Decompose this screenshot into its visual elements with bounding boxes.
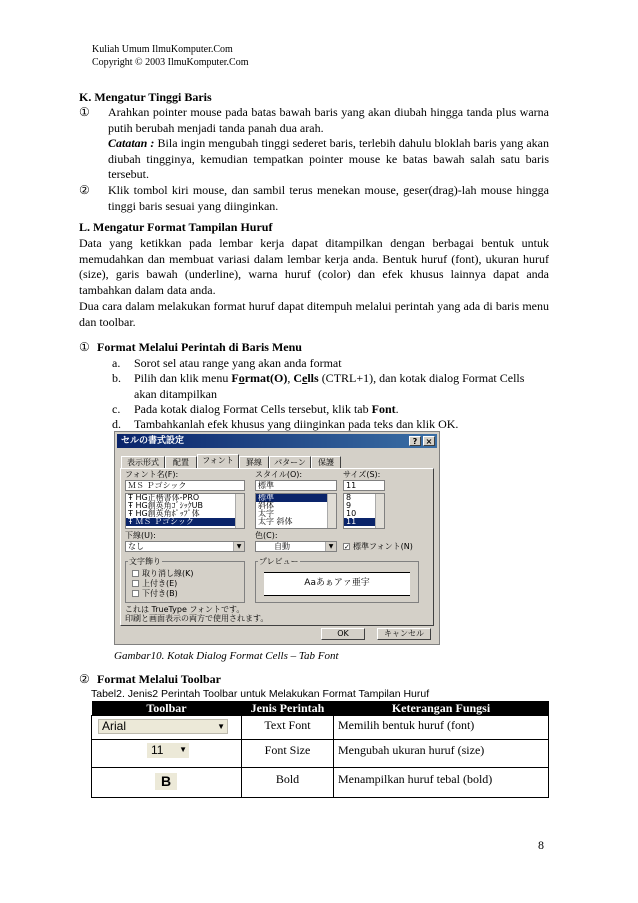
tab-alignment[interactable]: 配置 <box>165 456 197 468</box>
step-marker-1: ① <box>79 105 90 119</box>
step-d-marker: d. <box>112 417 121 431</box>
font-size-combobox[interactable] <box>147 743 189 758</box>
keterangan-cell: Memilih bentuk huruf (font) <box>334 716 549 740</box>
section-l-title: L. Mengatur Format Tampilan Huruf <box>79 220 273 234</box>
section-k-note <box>108 136 549 183</box>
dialog-title: セルの書式設定 <box>121 436 185 446</box>
superscript-checkbox[interactable] <box>132 580 139 587</box>
keterangan-cell: Mengubah ukuran huruf (size) <box>334 740 549 768</box>
section-k-item-2: Klik tombol kiri mouse, dan sambil terus menekan mouse, geser(drag)-lah mouse hingga tinggi baris sesuai yang diinginkan. <box>108 183 549 213</box>
truetype-icon: Ŧ <box>128 517 133 526</box>
bold-button[interactable]: B <box>155 773 177 790</box>
font-name-label: フォント名(F): <box>125 470 179 479</box>
subscript-checkbox[interactable] <box>132 590 139 597</box>
page-number: 8 <box>538 838 544 852</box>
chevron-down-icon[interactable]: ▼ <box>179 745 187 754</box>
note-text: Bila ingin mengubah tinggi sederet baris, terlebih dahulu bloklah baris yang akan diubah tingginya, kemudian tempatkan pointer mouse ke batas bawah salah satu baris tersebut. <box>108 136 550 182</box>
sub2-marker: ② <box>79 672 90 686</box>
tab-protection[interactable]: 保護 <box>311 456 341 468</box>
step-d-text: Tambahkanlah efek khusus yang diinginkan pada teks dan klik OK. <box>134 417 459 431</box>
font-list-item[interactable]: Ŧ HG創英角ｺﾞｼｯｸUB <box>128 501 203 510</box>
step-marker-2: ② <box>79 183 90 197</box>
header-line-1: Kuliah Umum IlmuKomputer.Com <box>92 44 233 55</box>
truetype-icon: Ŧ <box>128 509 133 518</box>
font-tab-panel <box>120 468 434 626</box>
table-row <box>92 740 549 768</box>
help-button[interactable]: ? <box>409 436 421 446</box>
normal-font-checkbox[interactable]: ✓ <box>344 543 350 551</box>
toolbar-table <box>91 701 549 798</box>
menu-cells: Cells <box>293 371 319 385</box>
style-list-item[interactable]: 太字 <box>258 509 274 518</box>
style-list-item[interactable]: 太字 斜体 <box>258 517 293 526</box>
strikethrough-checkbox[interactable] <box>132 570 139 577</box>
table-row <box>92 716 549 740</box>
ok-button[interactable]: OK <box>321 628 365 640</box>
step-b-pre: Pilih dan klik menu <box>134 371 232 385</box>
font-list-scrollbar[interactable] <box>235 494 244 528</box>
header-toolbar: Toolbar <box>92 701 242 716</box>
strikethrough-label: 取り消し線(K) <box>142 569 194 578</box>
chevron-down-icon[interactable]: ▼ <box>233 542 244 551</box>
jenis-cell: Text Font <box>242 716 334 740</box>
color-label: 色(C): <box>255 531 278 540</box>
underline-select[interactable]: なし ▼ <box>125 541 245 552</box>
section-l-paragraph-1: Data yang ketikkan pada lembar kerja dapat ditampilkan dengan berbagai bentuk untuk memudahkan dan membuat variasi dalam lembar kerja anda. Bentuk huruf (font), ukuran huruf (size), garis bawah (underline), warna huruf (color) dan efek khusus lainnya dapat anda tambahkan dalam data anda. <box>79 236 549 298</box>
normal-font-label: 標準フォント(N) <box>353 542 413 551</box>
font-name-value: Arial <box>102 719 127 733</box>
chevron-down-icon[interactable]: ▼ <box>325 542 336 551</box>
style-list-item-selected[interactable]: 標準 <box>256 494 336 502</box>
dialog-titlebar <box>117 434 437 448</box>
info-line-2: 印刷と画面表示の両方で使用されます。 <box>125 614 269 623</box>
step-a-text: Sorot sel atau range yang akan anda format <box>134 356 342 370</box>
step-b-post: (CTRL+1), dan kotak dialog Format Cells akan ditampilkan <box>134 371 525 401</box>
font-name-input[interactable]: ＭＳ Ｐゴシック <box>125 480 245 491</box>
section-l-paragraph-2: Dua cara dalam melakukan format huruf dapat ditempuh melalui perintah yang ada di baris menu dan toolbar. <box>79 299 549 329</box>
color-select[interactable]: 自動 ▼ <box>255 541 337 552</box>
effects-label: 文字飾り <box>129 557 161 566</box>
info-line-1: これは TrueType フォントです。 <box>125 605 245 614</box>
tab-number[interactable]: 表示形式 <box>121 456 165 468</box>
figure-caption: Gambar10. Kotak Dialog Format Cells – Tab Font <box>114 650 339 662</box>
chevron-down-icon[interactable]: ▼ <box>217 722 225 731</box>
font-list-item[interactable]: Ŧ HG正楷書体-PRO <box>128 493 200 502</box>
toolbar-cell <box>92 768 242 798</box>
truetype-icon: Ŧ <box>128 501 133 510</box>
truetype-icon: Ŧ <box>128 493 133 502</box>
step-c-text: Pada kotak dialog Format Cells tersebut, klik tab Font. <box>134 402 399 416</box>
preview-group <box>255 557 419 603</box>
tab-patterns[interactable]: パターン <box>269 456 311 468</box>
sub2-title: Format Melalui Toolbar <box>97 672 221 686</box>
subscript-label: 下付き(B) <box>142 589 178 598</box>
font-list-item-selected[interactable]: Ŧ ＭＳ Ｐゴシック <box>126 518 244 526</box>
step-b-text: Pilih dan klik menu Format(O), Cells (CTRL+1), dan kotak dialog Format Cells akan ditampilkan <box>134 371 525 401</box>
size-list[interactable] <box>343 493 385 529</box>
superscript-label: 上付き(E) <box>142 579 178 588</box>
header-line-2: Copyright © 2003 IlmuKomputer.Com <box>92 57 249 68</box>
menu-format: Format(O) <box>231 371 288 385</box>
size-list-item[interactable]: 8 <box>346 493 352 502</box>
note-label: Catatan : <box>108 136 155 150</box>
table-header-row <box>92 701 549 716</box>
header-jenis: Jenis Perintah <box>242 701 334 716</box>
size-list-scrollbar[interactable] <box>375 494 384 528</box>
jenis-cell: Font Size <box>242 740 334 768</box>
size-input[interactable]: 11 <box>343 480 385 491</box>
toolbar-cell <box>92 716 242 740</box>
cancel-button[interactable]: キャンセル <box>377 628 431 640</box>
header-keterangan: Keterangan Fungsi <box>334 701 549 716</box>
step-b-marker: b. <box>112 371 121 385</box>
step-a-marker: a. <box>112 356 121 370</box>
font-name-combobox[interactable] <box>98 719 228 734</box>
tab-border[interactable]: 罫線 <box>239 456 269 468</box>
size-label: サイズ(S): <box>343 470 381 479</box>
style-list-item[interactable]: 斜体 <box>258 501 274 510</box>
sub1-title: Format Melalui Perintah di Baris Menu <box>97 340 302 354</box>
preview-box: Aaあぁアァ亜宇 <box>264 572 410 596</box>
font-size-value: 11 <box>151 743 164 757</box>
sub1-marker: ① <box>79 340 90 354</box>
size-list-item[interactable]: 10 <box>346 509 357 518</box>
section-k-item-1: Arahkan pointer mouse pada batas bawah baris yang akan diubah hingga tanda plus warna putih berubah menjadi tanda panah dua arah. <box>108 105 549 135</box>
font-list-item[interactable]: Ŧ HG創英角ﾎﾟｯﾌﾟ体 <box>128 509 200 518</box>
style-list[interactable] <box>255 493 337 529</box>
section-k-title: K. Mengatur Tinggi Baris <box>79 90 212 104</box>
table-row <box>92 768 549 798</box>
effects-group <box>125 557 245 603</box>
style-input[interactable]: 標準 <box>255 480 337 491</box>
jenis-cell: Bold <box>242 768 334 798</box>
style-label: スタイル(O): <box>255 470 303 479</box>
font-name-list[interactable] <box>125 493 245 529</box>
keterangan-cell: Menampilkan huruf tebal (bold) <box>334 768 549 798</box>
tab-font-ref: Font <box>371 402 396 416</box>
format-cells-dialog <box>114 431 440 645</box>
toolbar-cell <box>92 740 242 768</box>
size-list-item-selected[interactable]: 11 <box>344 518 384 526</box>
table-caption: Tabel2. Jenis2 Perintah Toolbar untuk Melakukan Format Tampilan Huruf <box>91 688 430 700</box>
underline-label: 下線(U): <box>125 531 156 540</box>
preview-label: プレビュー <box>259 557 299 566</box>
size-list-item[interactable]: 9 <box>346 501 352 510</box>
close-button[interactable]: × <box>423 436 435 446</box>
style-list-scrollbar[interactable] <box>327 494 336 528</box>
tab-font[interactable]: フォント <box>197 454 239 469</box>
step-c-marker: c. <box>112 402 121 416</box>
